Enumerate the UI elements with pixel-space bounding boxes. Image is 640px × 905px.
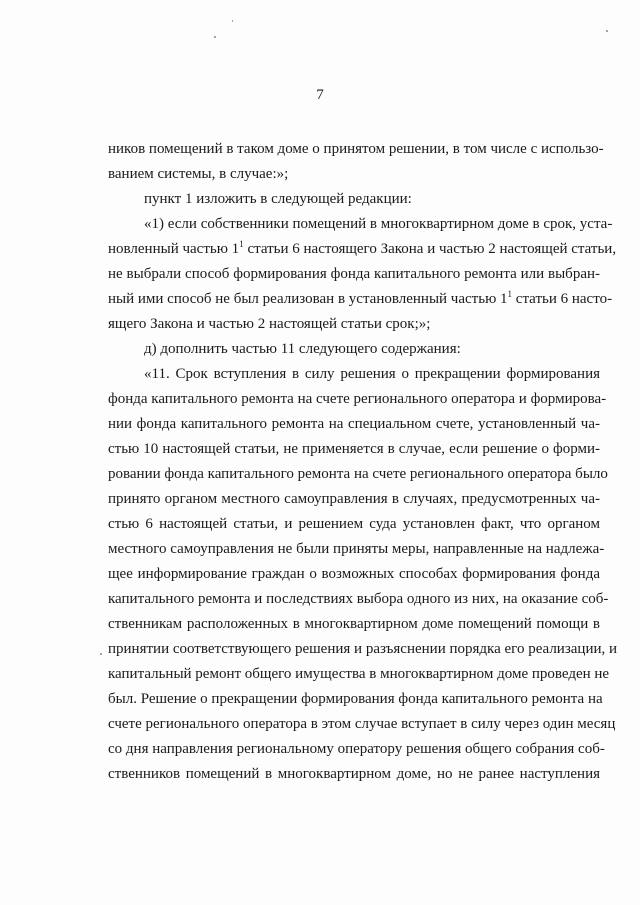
text-segment: местного самоуправления не были приняты меры, направленные на надлежа-	[108, 541, 605, 557]
text-segment: со дня направления региональному оператору решения общего собрания соб-	[108, 741, 605, 757]
text-line	[108, 287, 613, 312]
superscript: 1	[239, 239, 244, 249]
superscript: 1	[507, 289, 513, 299]
text-line	[108, 162, 600, 187]
scan-speck	[100, 653, 102, 655]
text-line	[108, 312, 600, 337]
text-line	[108, 762, 600, 787]
text-line	[108, 262, 600, 287]
text-segment: принято органом местного самоуправления в случаях, предусмотренных ча-	[108, 491, 600, 507]
text-segment: ный ими способ не был реализован в установленный частью 1	[108, 291, 508, 307]
text-segment: фонда капитального ремонта на счете регионального оператора и формирова-	[108, 391, 607, 407]
text-segment: щее информирование граждан о возможных способах формирования фонда	[108, 566, 600, 582]
text-line	[108, 437, 600, 462]
text-segment: счете регионального оператора в этом случае вступает в силу через один месяц	[108, 716, 616, 732]
text-segment: капитального ремонта и последствиях выбора одного из них, на оказание соб-	[108, 591, 609, 607]
text-line	[108, 137, 604, 162]
scan-speck	[232, 20, 233, 22]
text-line	[108, 737, 605, 762]
text-line	[108, 712, 616, 737]
text-line	[108, 462, 608, 487]
text-segment: не выбрали способ формирования фонда капитального ремонта или выбран-	[108, 266, 600, 282]
text-line	[108, 387, 607, 412]
text-line	[108, 637, 618, 662]
body-text	[108, 137, 618, 787]
text-line	[108, 337, 600, 362]
text-segment: принятии соответствующего решения и разъяснении порядка его реализации, и	[108, 641, 618, 657]
text-line	[108, 412, 600, 437]
text-segment: стью 10 настоящей статьи, не применяется в случае, если решение о форми-	[108, 441, 600, 457]
text-segment: ванием системы, в случае:»;	[108, 166, 289, 182]
text-segment: «11. Срок вступления в силу решения о прекращении формирования	[144, 366, 600, 382]
text-line	[108, 362, 600, 387]
text-segment: ственников помещений в многоквартирном доме, но не ранее наступления	[108, 766, 600, 782]
text-segment: «1) если собственники помещений в многоквартирном доме в срок, уста-	[144, 216, 613, 232]
text-segment: стью 6 настоящей статьи, и решением суда установлен факт, что органом	[108, 516, 600, 532]
text-line	[108, 687, 603, 712]
scan-speck	[606, 30, 608, 32]
text-line	[108, 487, 600, 512]
text-segment: капитальный ремонт общего имущества в многоквартирном доме проведен не	[108, 666, 610, 682]
text-segment: ящего Закона и частью 2 настоящей статьи срок;»;	[108, 316, 431, 332]
text-segment: новленный частью 1	[108, 241, 240, 257]
text-segment: ровании фонда капитального ремонта на счете регионального оператора было	[108, 466, 608, 482]
text-line	[108, 537, 605, 562]
text-segment: нии фонда капитального ремонта на специальном счете, установленный ча-	[108, 416, 600, 432]
text-line	[108, 662, 610, 687]
text-segment: д) дополнить частью 11 следующего содержания:	[144, 341, 461, 357]
text-line	[108, 212, 613, 237]
text-line	[108, 187, 600, 212]
text-segment: ников помещений в таком доме о принятом решении, в том числе с использо-	[108, 141, 604, 157]
text-segment: пункт 1 изложить в следующей редакции:	[144, 191, 412, 207]
text-line	[108, 587, 609, 612]
text-line	[108, 562, 600, 587]
text-segment: ственникам расположенных в многоквартирном доме помещений помощи в	[108, 616, 600, 632]
text-line	[108, 612, 600, 637]
text-line	[108, 512, 600, 537]
text-segment: статьи 6 настоящего Закона и частью 2 настоящей статьи,	[243, 241, 617, 257]
text-segment: статьи 6 насто-	[512, 291, 613, 307]
scan-speck	[214, 36, 216, 38]
text-segment: был. Решение о прекращении формирования фонда капитального ремонта на	[108, 691, 603, 707]
text-line	[108, 237, 617, 262]
page-number: 7	[316, 87, 324, 103]
